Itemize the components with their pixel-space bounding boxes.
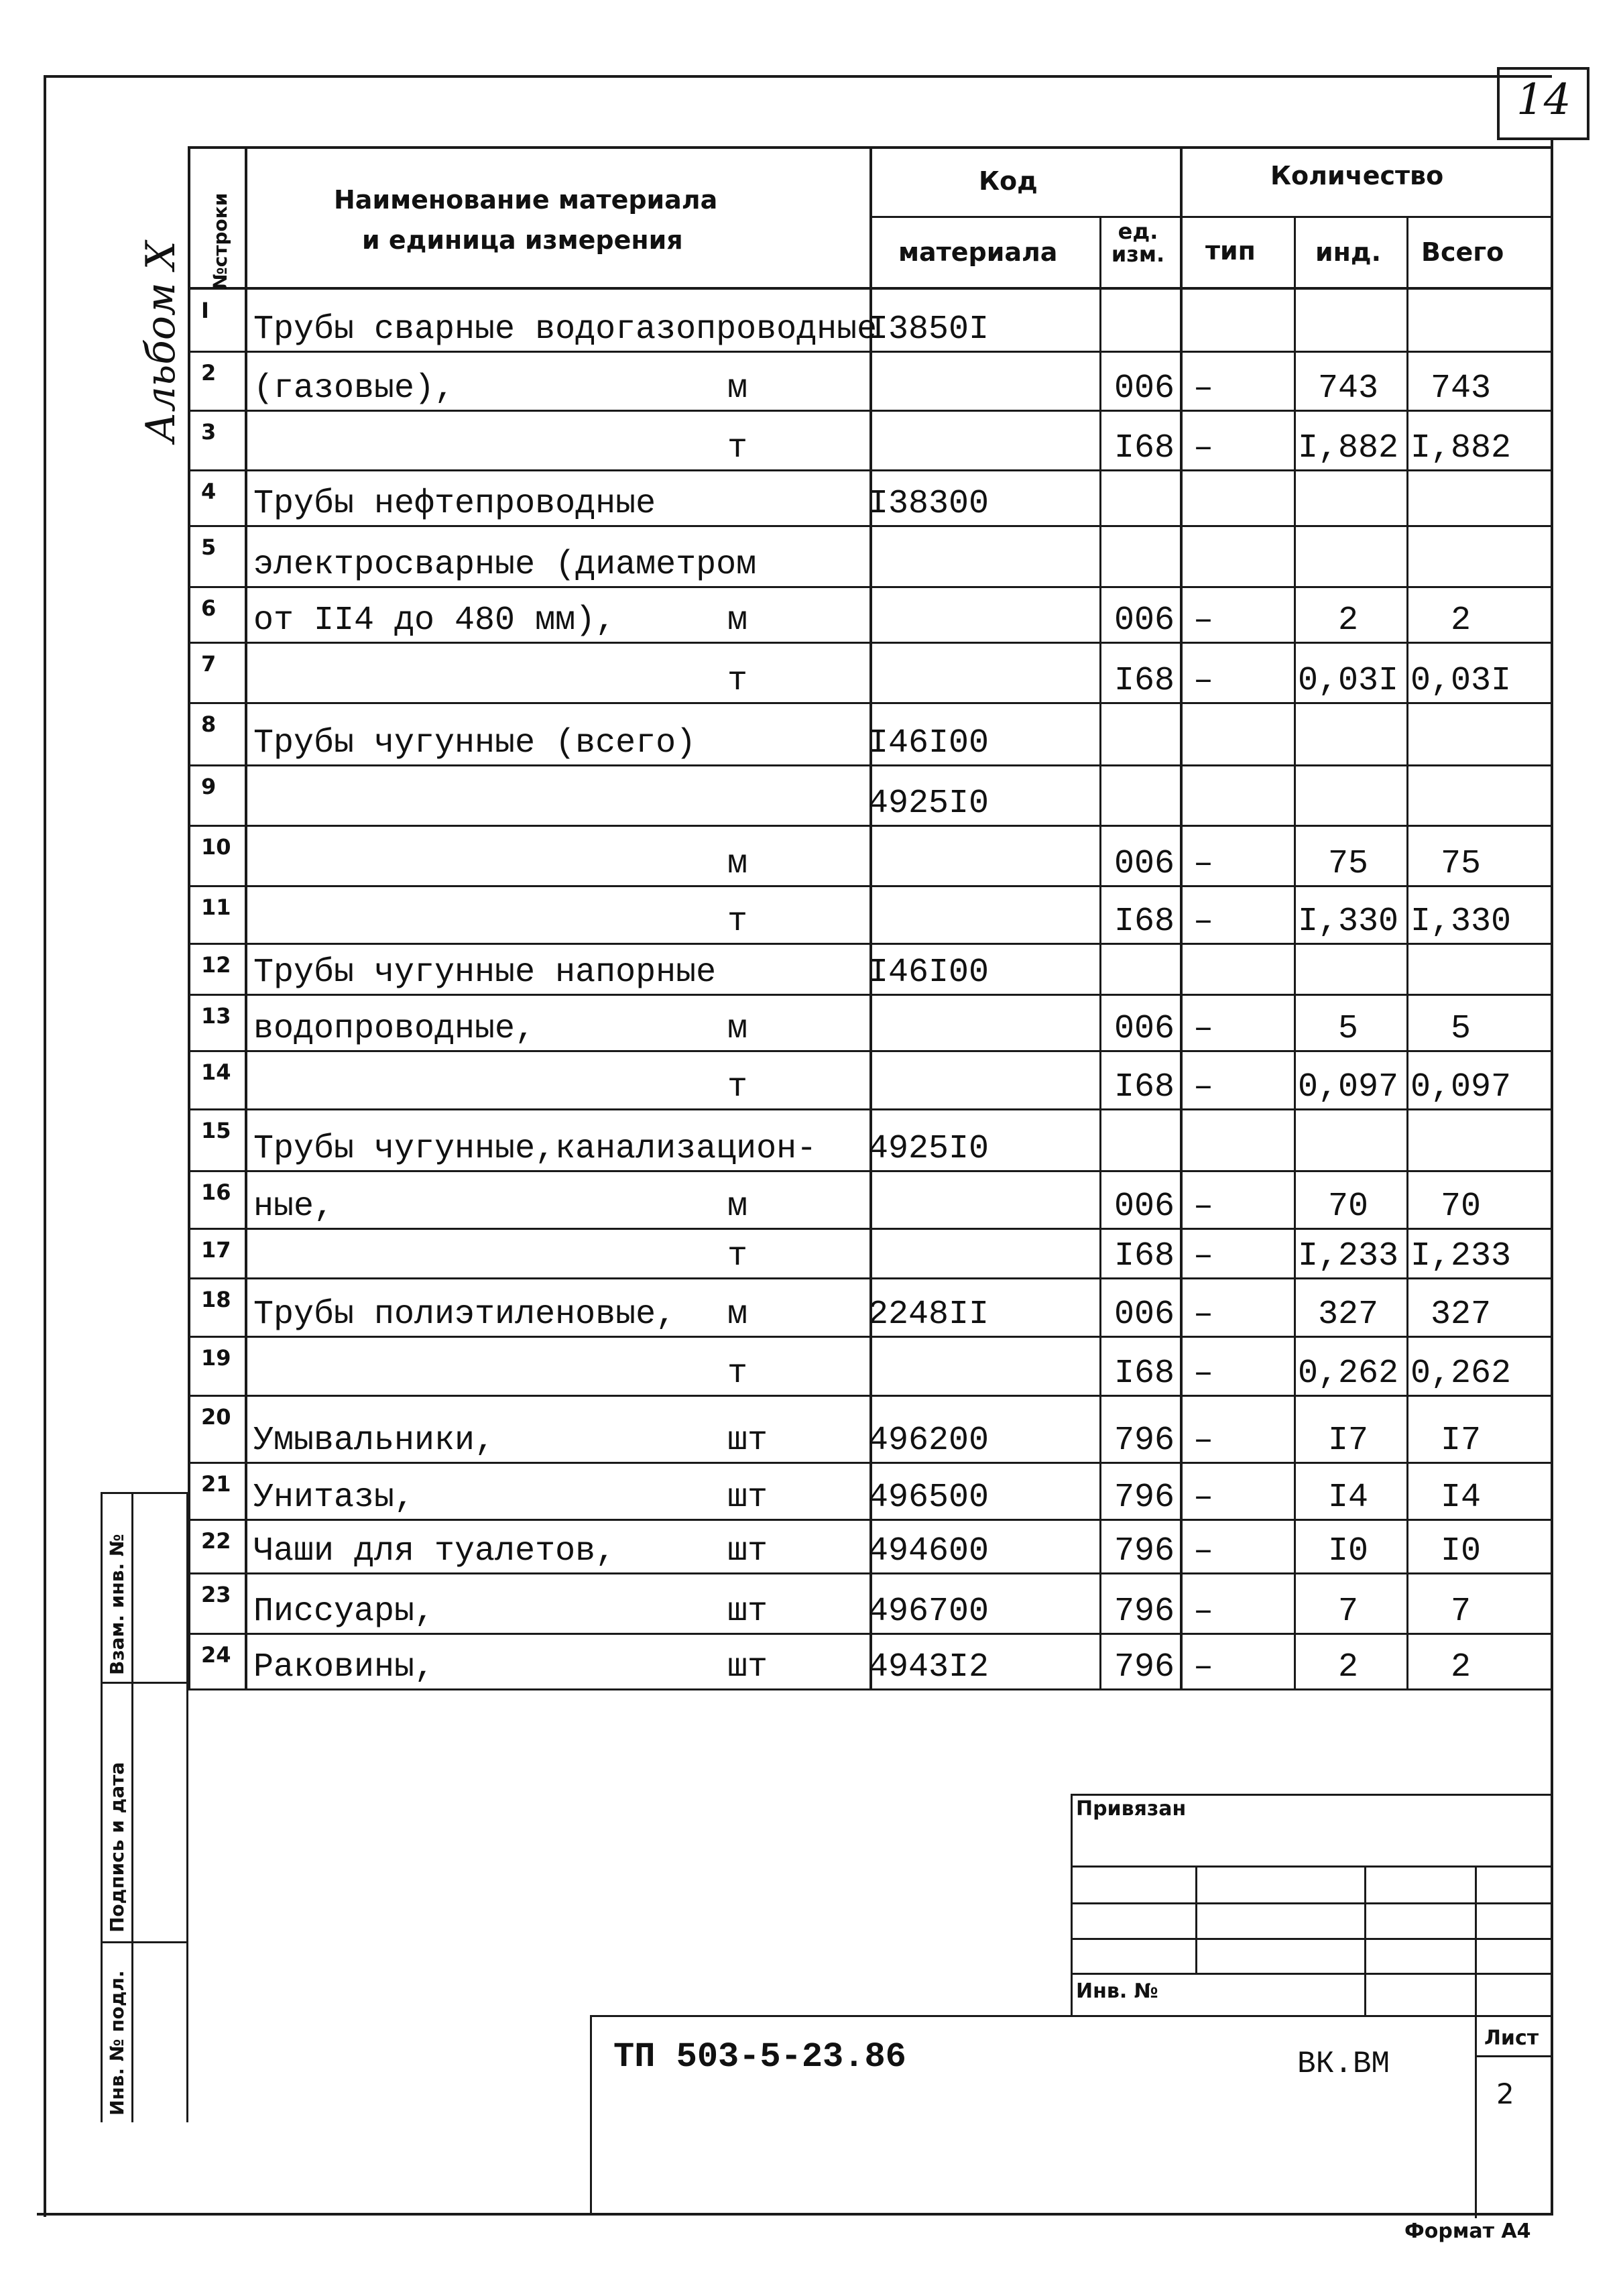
ind-value: 0,097 — [1297, 1068, 1399, 1106]
total-value: 0,03I — [1410, 662, 1512, 700]
row-number: 7 — [201, 651, 217, 677]
sheet-corner-number: 14 — [1516, 75, 1571, 125]
row-number: 16 — [201, 1180, 231, 1205]
type-value: – — [1193, 1422, 1214, 1460]
total-value: 2 — [1450, 601, 1471, 640]
material-name: Трубы сварные водогазопроводные — [253, 310, 878, 349]
stamp-row4 — [1071, 1973, 1552, 1975]
unit-name: шт — [727, 1479, 768, 1517]
table-header-mid — [869, 216, 1551, 218]
type-value: – — [1193, 903, 1214, 941]
ind-value: 7 — [1337, 1593, 1358, 1631]
row-number: 23 — [201, 1582, 231, 1607]
unit-code: 796 — [1114, 1648, 1175, 1686]
total-value: I,233 — [1410, 1237, 1512, 1275]
row-number: 21 — [201, 1471, 231, 1497]
table-row-line — [188, 825, 1551, 827]
total-value: 75 — [1440, 845, 1481, 883]
frame-top — [44, 75, 1552, 78]
table-row-line — [188, 1277, 1551, 1279]
unit-code: I68 — [1114, 1355, 1175, 1393]
ind-value: 0,03I — [1297, 662, 1399, 700]
material-code: I38300 — [868, 485, 989, 523]
table-row-line — [188, 885, 1551, 887]
material-name: Чаши для туалетов, — [253, 1532, 616, 1570]
row-number: 18 — [201, 1287, 231, 1312]
total-value: 743 — [1430, 369, 1491, 408]
total-value: 70 — [1440, 1188, 1481, 1226]
side-top — [101, 1492, 188, 1494]
type-value: – — [1193, 1068, 1214, 1106]
header-unit-line1: ед. — [1118, 219, 1158, 244]
total-value: 0,097 — [1410, 1068, 1512, 1106]
stamp-list-number: 2 — [1496, 2077, 1514, 2110]
unit-code: 006 — [1114, 369, 1175, 408]
total-value: I7 — [1440, 1422, 1481, 1460]
unit-code: I68 — [1114, 1068, 1175, 1106]
header-material: материала — [898, 237, 1058, 267]
table-row-line — [188, 1170, 1551, 1172]
material-name: электросварные (диаметром — [253, 546, 757, 584]
ind-value: I,882 — [1297, 429, 1399, 467]
table-col-border — [245, 146, 247, 1690]
type-value: – — [1193, 601, 1214, 640]
table-row-line — [188, 1519, 1551, 1521]
header-name-line2: и единица измерения — [362, 225, 683, 255]
frame-left — [44, 75, 46, 2217]
unit-code: 006 — [1114, 1188, 1175, 1226]
row-number: 3 — [201, 419, 217, 445]
ind-value: I7 — [1327, 1422, 1368, 1460]
row-number: 9 — [201, 774, 217, 799]
unit-code: 796 — [1114, 1479, 1175, 1517]
header-code: Код — [979, 166, 1038, 196]
table-row-line — [188, 525, 1551, 527]
side-col-right — [186, 1492, 188, 2122]
stamp-col2 — [1364, 1866, 1366, 2017]
material-name: Унитазы, — [253, 1479, 415, 1517]
row-number: 6 — [201, 595, 217, 621]
table-row-line — [188, 586, 1551, 588]
material-name: (газовые), — [253, 369, 455, 408]
stamp-doc-code: ТП 503-5-23.86 — [613, 2037, 906, 2077]
row-number: 8 — [201, 711, 217, 737]
table-bottom-line — [188, 1688, 1552, 1690]
type-value: – — [1193, 369, 1214, 408]
type-value: – — [1193, 1532, 1214, 1570]
row-number: 15 — [201, 1118, 231, 1143]
table-row-line — [188, 642, 1551, 644]
type-value: – — [1193, 1188, 1214, 1226]
row-number: 24 — [201, 1642, 231, 1668]
ind-value: 0,262 — [1297, 1355, 1399, 1393]
unit-code: I68 — [1114, 903, 1175, 941]
side-col-left — [101, 1492, 103, 2122]
type-value: – — [1193, 1296, 1214, 1334]
side-label-inv-podl: Инв. № подл. — [106, 1970, 128, 2116]
unit-name: м — [727, 1296, 748, 1334]
row-number: 17 — [201, 1237, 231, 1263]
side-label-vzam: Взам. инв. № — [106, 1534, 128, 1675]
row-number: 20 — [201, 1404, 231, 1430]
material-name: Трубы нефтепроводные — [253, 485, 656, 523]
corner-box-right — [1587, 67, 1589, 139]
stamp-list-div — [1475, 2055, 1552, 2057]
frame-bottom — [37, 2213, 1553, 2216]
material-code: 4943I2 — [868, 1648, 989, 1686]
header-name-line1: Наименование материала — [334, 185, 718, 215]
material-name: Трубы полиэтиленовые, — [253, 1296, 676, 1334]
stamp-inv-no: Инв. № — [1076, 1979, 1158, 2003]
total-value: 5 — [1450, 1010, 1471, 1048]
type-value: – — [1193, 1237, 1214, 1275]
unit-name: м — [727, 601, 748, 640]
unit-name: т — [727, 662, 748, 700]
material-code: 496200 — [868, 1422, 989, 1460]
ind-value: I,233 — [1297, 1237, 1399, 1275]
total-value: I,882 — [1410, 429, 1512, 467]
unit-name: т — [727, 903, 748, 941]
material-name: водопроводные, — [253, 1010, 536, 1048]
type-value: – — [1193, 1010, 1214, 1048]
total-value: 7 — [1450, 1593, 1471, 1631]
table-row-line — [188, 1633, 1551, 1635]
stamp-section: ВК.ВМ — [1297, 2047, 1390, 2081]
table-row-line — [188, 351, 1551, 353]
table-row-line — [188, 764, 1551, 766]
material-name: Раковины, — [253, 1648, 435, 1686]
unit-name: т — [727, 1068, 748, 1106]
row-number: I — [201, 298, 209, 323]
header-unit-line2: изм. — [1111, 241, 1165, 267]
ind-value: 2 — [1337, 601, 1358, 640]
ind-value: I0 — [1327, 1532, 1368, 1570]
unit-name: шт — [727, 1648, 768, 1686]
stamp-left — [1071, 1794, 1073, 2017]
table-row-line — [188, 469, 1551, 471]
material-code: 4925I0 — [868, 785, 989, 823]
total-value: 0,262 — [1410, 1355, 1512, 1393]
table-row-line — [188, 1228, 1551, 1230]
ind-value: 70 — [1327, 1188, 1368, 1226]
ind-value: 743 — [1317, 369, 1378, 408]
material-name: Трубы чугунные (всего) — [253, 724, 697, 762]
row-number: 13 — [201, 1003, 231, 1029]
side-div2 — [101, 1941, 188, 1943]
type-value: – — [1193, 662, 1214, 700]
stamp-top — [1071, 1794, 1552, 1796]
unit-name: м — [727, 845, 748, 883]
table-row-line — [188, 1050, 1551, 1052]
row-number: 22 — [201, 1528, 231, 1554]
header-ind: инд. — [1315, 237, 1382, 267]
total-value: I0 — [1440, 1532, 1481, 1570]
unit-name: шт — [727, 1593, 768, 1631]
ind-value: 75 — [1327, 845, 1368, 883]
row-number: 10 — [201, 834, 231, 860]
material-name: Трубы чугунные,канализацион- — [253, 1130, 817, 1168]
stamp-col1 — [1195, 1866, 1197, 1975]
header-unit — [1099, 220, 1177, 266]
row-number: 5 — [201, 534, 217, 560]
unit-code: I68 — [1114, 1237, 1175, 1275]
unit-code: I68 — [1114, 662, 1175, 700]
type-value: – — [1193, 845, 1214, 883]
ind-value: 327 — [1317, 1296, 1378, 1334]
unit-code: 796 — [1114, 1422, 1175, 1460]
material-code: 2248II — [868, 1296, 989, 1334]
total-value: 2 — [1450, 1648, 1471, 1686]
unit-name: м — [727, 369, 748, 408]
table-row-line — [188, 994, 1551, 996]
material-name: от II4 до 480 мм), — [253, 601, 616, 640]
side-inner — [131, 1492, 133, 2122]
ind-value: I4 — [1327, 1479, 1368, 1517]
unit-name: т — [727, 1355, 748, 1393]
row-number: 11 — [201, 895, 231, 920]
header-quantity: Количество — [1270, 161, 1444, 190]
unit-code: 006 — [1114, 845, 1175, 883]
table-col-border — [188, 146, 190, 1690]
type-value: – — [1193, 1593, 1214, 1631]
stamp-col3 — [1475, 1866, 1477, 2218]
material-name: Писсуары, — [253, 1593, 435, 1631]
unit-code: 006 — [1114, 1010, 1175, 1048]
unit-code: 006 — [1114, 601, 1175, 640]
type-value: – — [1193, 429, 1214, 467]
row-number: 14 — [201, 1059, 231, 1085]
table-col-border — [1180, 146, 1183, 1690]
material-name: ные, — [253, 1188, 335, 1226]
row-number: 19 — [201, 1345, 231, 1371]
album-label: Альбом X — [137, 241, 184, 443]
table-row-line — [188, 1395, 1551, 1397]
header-total: Всего — [1421, 237, 1504, 267]
corner-box-top — [1497, 67, 1589, 70]
type-value: – — [1193, 1355, 1214, 1393]
table-row-line — [188, 1108, 1551, 1110]
material-code: 494600 — [868, 1532, 989, 1570]
stamp-lower-left — [590, 2015, 592, 2214]
unit-name: м — [727, 1188, 748, 1226]
header-type: тип — [1205, 236, 1256, 266]
corner-box-left — [1497, 67, 1500, 139]
total-value: I,330 — [1410, 903, 1512, 941]
corner-box-bottom — [1497, 137, 1589, 140]
ind-value: I,330 — [1297, 903, 1399, 941]
table-row-line — [188, 702, 1551, 704]
row-number: 2 — [201, 360, 217, 386]
total-value: I4 — [1440, 1479, 1481, 1517]
ind-value: 2 — [1337, 1648, 1358, 1686]
table-row-line — [188, 1462, 1551, 1464]
unit-code: I68 — [1114, 429, 1175, 467]
unit-name: т — [727, 1237, 748, 1275]
table-row-line — [188, 943, 1551, 945]
unit-code: 796 — [1114, 1593, 1175, 1631]
format-label: Формат А4 — [1404, 2220, 1531, 2243]
stamp-privyazan: Привязан — [1076, 1797, 1187, 1821]
type-value: – — [1193, 1648, 1214, 1686]
header-row-number: №строки — [209, 192, 231, 290]
material-code: I46I00 — [868, 954, 989, 992]
material-code: 496500 — [868, 1479, 989, 1517]
stamp-row3 — [1071, 1938, 1552, 1940]
stamp-row2 — [1071, 1902, 1552, 1904]
stamp-row1 — [1071, 1866, 1552, 1868]
side-label-podpis: Подпись и дата — [106, 1762, 128, 1933]
side-div1 — [101, 1682, 188, 1684]
material-code: I46I00 — [868, 724, 989, 762]
type-value: – — [1193, 1479, 1214, 1517]
material-code: 4925I0 — [868, 1130, 989, 1168]
ind-value: 5 — [1337, 1010, 1358, 1048]
unit-name: т — [727, 429, 748, 467]
row-number: 12 — [201, 952, 231, 978]
stamp-lower-top — [590, 2015, 1552, 2017]
total-value: 327 — [1430, 1296, 1491, 1334]
material-name: Умывальники, — [253, 1422, 495, 1460]
material-code: 496700 — [868, 1593, 989, 1631]
table-row-line — [188, 1336, 1551, 1338]
material-code: I3850I — [868, 310, 989, 349]
stamp-list-label: Лист — [1484, 2026, 1539, 2050]
row-number: 4 — [201, 479, 217, 504]
table-row-line — [188, 410, 1551, 412]
unit-name: шт — [727, 1532, 768, 1570]
material-name: Трубы чугунные напорные — [253, 954, 717, 992]
table-row-line — [188, 1572, 1551, 1574]
unit-code: 006 — [1114, 1296, 1175, 1334]
unit-name: м — [727, 1010, 748, 1048]
unit-code: 796 — [1114, 1532, 1175, 1570]
unit-name: шт — [727, 1422, 768, 1460]
